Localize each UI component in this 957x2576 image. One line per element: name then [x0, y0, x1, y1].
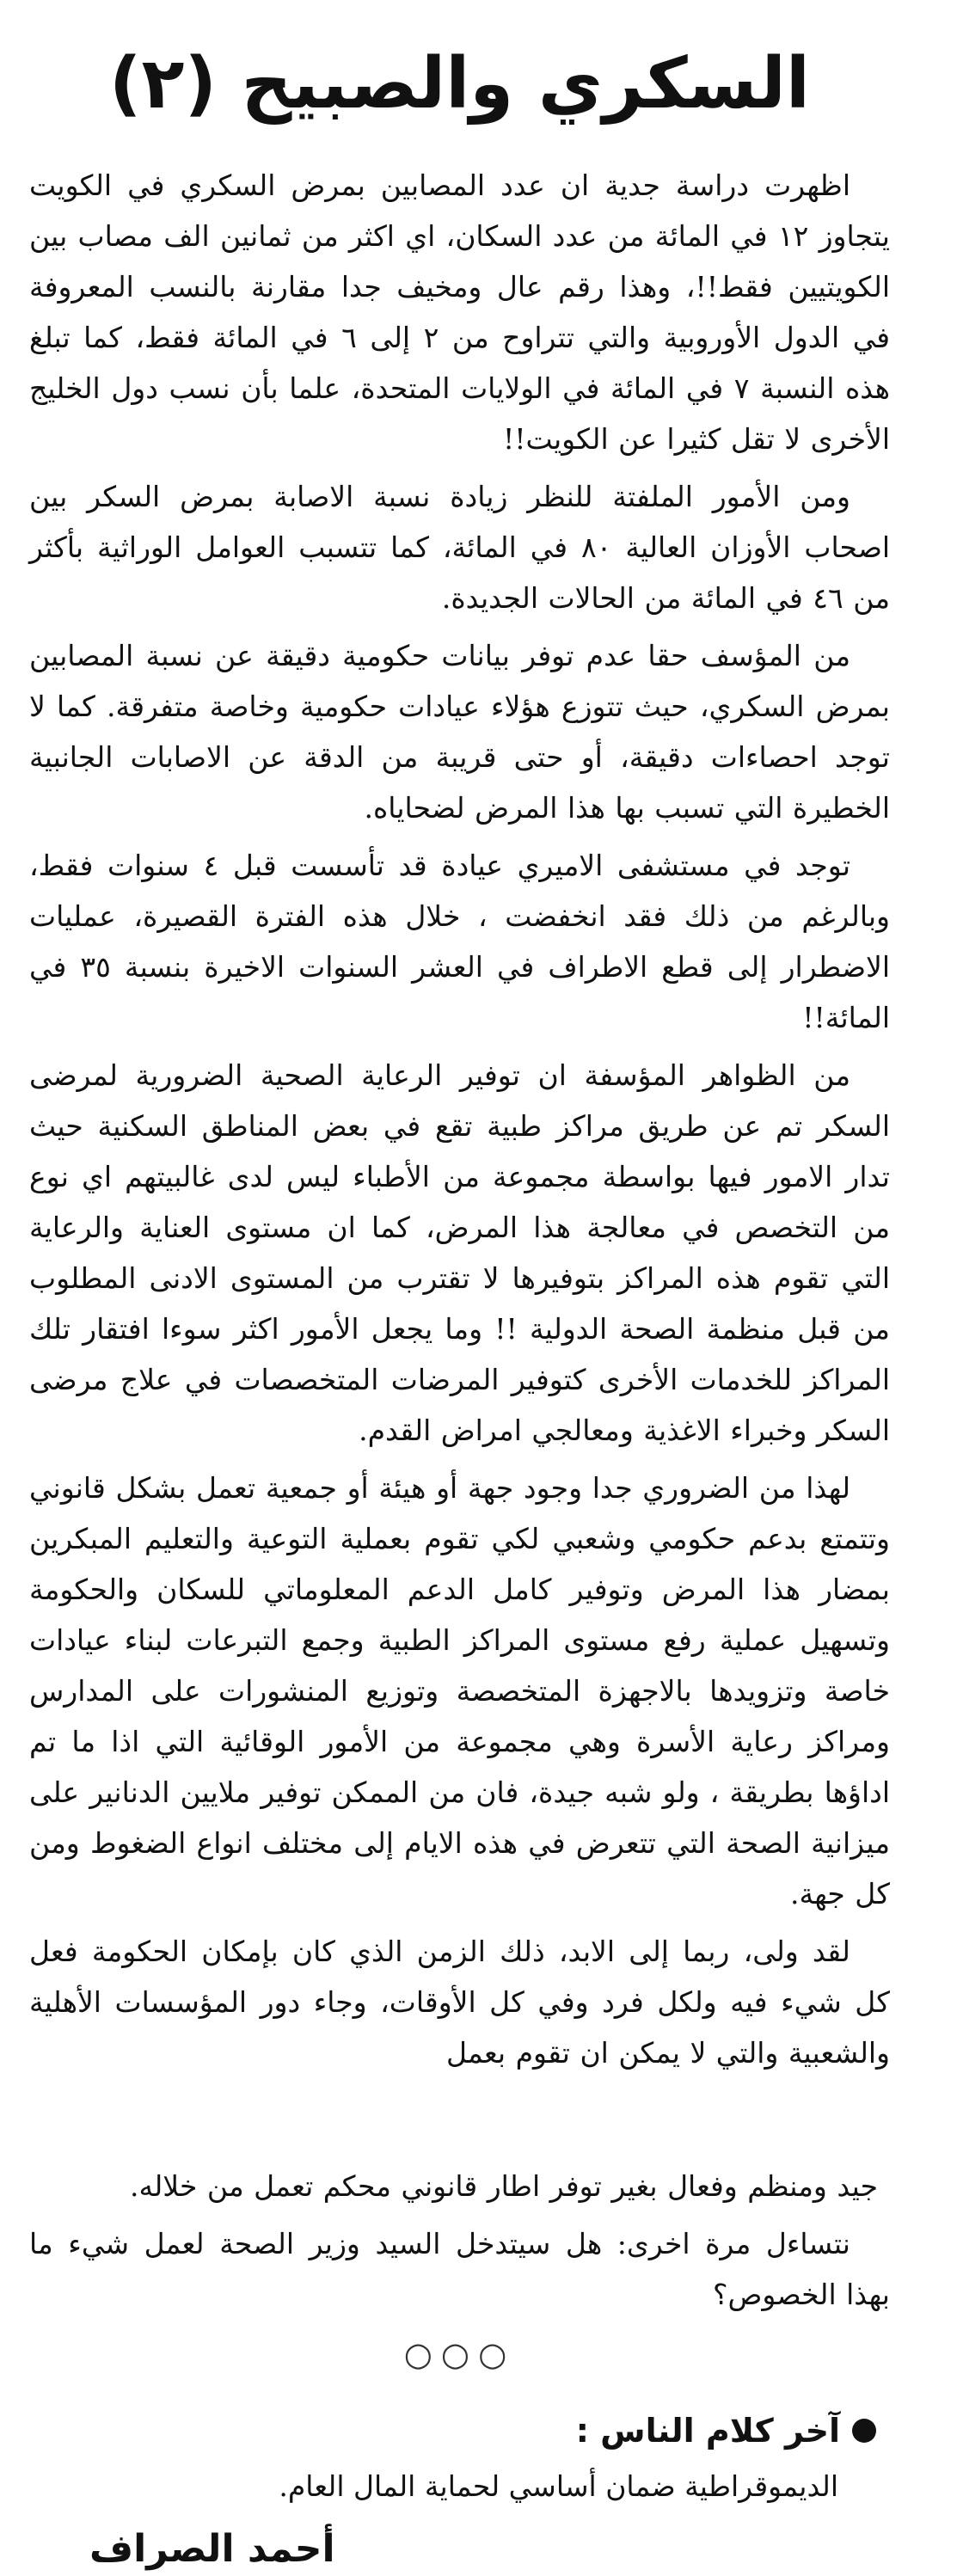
paragraph-continuation: جيد ومنظم وفعال بغير توفر اطار قانوني محكم تعمل من خلاله.: [130, 2169, 878, 2203]
newspaper-column: [17, 0, 940, 2571]
paragraph-5: من الظواهر المؤسفة ان توفير الرعاية الصحية الضرورية لمرضى السكر تم عن طريق مراكز طبية تقع في بعض المناطق السكنية حيث تدار الامور فيها بواسطة مجموعة من الأطباء ليس لدى غالبيتهم اي نوع من التخصص في معالجة هذا المرض، كما ان مستوى العناية والرعاية التي تقوم هذه المراكز بتوفيرها لا تقترب من المستوى الادنى المطلوب من قبل منظمة الصحة الدولية !! وما يجعل الأمور اكثر سوءا افتقار تلك المراكز للخدمات الأخرى كتوفير المرضات المتخصصات في علاج مرضى السكر وخبراء الاغذية ومعالجي امراض القدم.: [29, 1058, 890, 1447]
paragraph-3: من المؤسف حقا عدم توفر بيانات حكومية دقيقة عن نسبة المصابين بمرض السكري، حيث تتوزع هؤلاء عيادات حكومية وخاصة متفرقة. كما لا توجد احصاءات دقيقة، أو حتى قريبة من الدقة عن الاصابات الجانبية الخطيرة التي تسبب بها هذا المرض لضحاياه.: [29, 639, 890, 825]
section-separator: ○○○: [403, 2335, 516, 2373]
akher-kalam-quote: الديموقراطية ضمان أساسي لحماية المال العام.: [279, 2469, 838, 2503]
article-title: السكري والصبيح (٢): [108, 43, 811, 125]
paragraph-7: لقد ولى، ربما إلى الابد، ذلك الزمن الذي كان بإمكان الحكومة فعل كل شيء فيه ولكل فرد وفي كل الأوقات، وجاء دور المؤسسات الأهلية والشعبية والتي لا يمكن ان تقوم بعمل: [29, 1935, 890, 2070]
paragraph-1: اظهرت دراسة جدية ان عدد المصابين بمرض السكري في الكويت يتجاوز ١٢ في المائة من عدد السكان، اي اكثر من ثمانين الف مصاب بين الكويتيين فقط!!، وهذا رقم عال ومخيف جدا مقارنة بالنسب المعروفة في الدول الأوروبية والتي تتراوح من ٢ إلى ٦ في المائة فقط، كما تبلغ هذه النسبة ٧ في المائة في الولايات المتحدة، علما بأن نسب دول الخليج الأخرى لا تقل كثيرا عن الكويت!!: [29, 169, 891, 456]
paragraph-2: ومن الأمور الملفتة للنظر زيادة نسبة الاصابة بمرض السكر بين اصحاب الأوزان العالية ٨٠ في المائة، كما تتسبب العوامل الوراثية بأكثر من ٤٦ في المائة من الحالات الجديدة.: [29, 480, 891, 615]
bullet-icon: [852, 2419, 876, 2443]
closing-question: نتساءل مرة اخرى: هل سيتدخل السيد وزير الصحة لعمل شيء ما بهذا الخصوص؟: [29, 2227, 890, 2311]
paragraph-4: توجد في مستشفى الاميري عيادة قد تأسست قبل ٤ سنوات فقط، وبالرغم من ذلك فقد انخفضت ، خلال هذه الفترة القصيرة، عمليات الاضطرار إلى قطع الاطراف في العشر السنوات الاخيرة بنسبة ٣٥ في المائة!!: [29, 849, 890, 1034]
akher-kalam-heading: [29, 2406, 890, 2456]
author-signature: أحمد الصراف: [89, 2527, 335, 2571]
akher-kalam-label: آخر كلام الناس :: [575, 2412, 840, 2450]
paragraph-6: لهذا من الضروري جدا وجود جهة أو هيئة أو جمعية تعمل بشكل قانوني وتتمتع بدعم حكومي وشعبي لكي تقوم بعملية التوعية والتعليم المبكرين بمضار هذا المرض وتوفير كامل الدعم المعلوماتي للسكان والحكومة وتسهيل عملية رفع مستوى المراكز الطبية وجمع التبرعات لبناء عيادات خاصة وتزويدها بالاجهزة المتخصصة وتوزيع المنشورات على المدارس ومراكز رعاية الأسرة وهي مجموعة من الأمور الوقائية التي اذا ما تم اداؤها بطريقة ، ولو شبه جيدة، فان من الممكن توفير ملايين الدنانير على ميزانية الصحة التي تتعرض في هذه الايام إلى مختلف انواع الضغوط ومن كل جهة.: [29, 1471, 890, 1911]
column-break: [29, 2085, 890, 2161]
